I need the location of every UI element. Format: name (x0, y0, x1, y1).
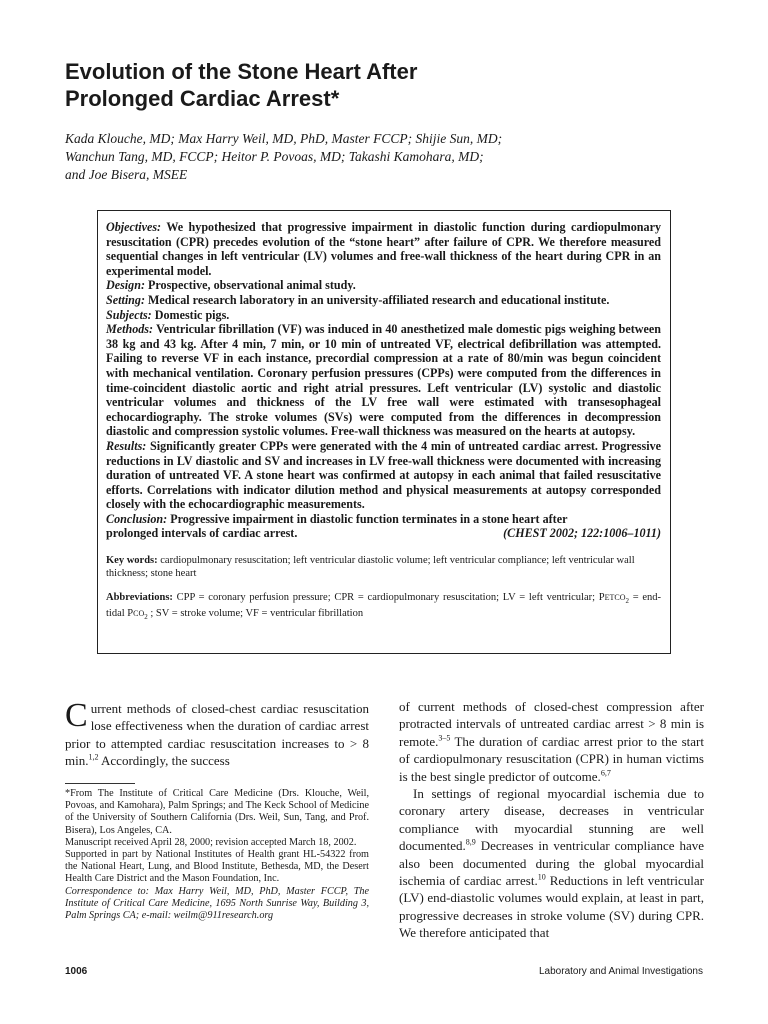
intro-text: urrent methods of closed-chest cardiac resuscitation lose effectiveness when the duration of cardiac arrest prior to attempted cardiac resuscitation increases to > 8 min. (65, 701, 369, 769)
methods-label: Methods: (106, 322, 154, 337)
abbreviations-label: Abbreviations: (106, 592, 173, 604)
footnotes (65, 788, 369, 922)
title-line-2: Prolonged Cardiac Arrest* (65, 86, 340, 111)
subjects-label: Subjects: (106, 307, 152, 322)
keywords-label: Key words: (106, 555, 158, 567)
conclusion-text: Progressive impairment in diastolic function terminates in a stone heart after (170, 511, 568, 526)
abstract-results (106, 439, 661, 512)
abbreviations-text-3: ; SV = stroke volume; VF = ventricular fibrillation (147, 607, 364, 619)
abstract-objectives (106, 220, 661, 278)
paragraph-1-text-2: The duration of cardiac arrest prior to the start of cardiopulmonary resuscitation (CPR) in human victims is the best single predictor of outcome. (399, 733, 704, 784)
abstract (106, 220, 661, 541)
footnote-support: Supported in part by National Institutes of Health grant HL-54322 from the National Heart, Lung, and Blood Institute, Bethesda, MD, the Desert Health Care District and the Mason Foundation, Inc. (65, 849, 369, 885)
abstract-methods (106, 322, 661, 439)
author-list (65, 130, 705, 184)
reference-superscript: 6,7 (600, 768, 611, 778)
paragraph-2 (399, 785, 704, 942)
paragraph-2-text-2: Decreases in ventricular compliance have also been documented during the global myocardial ischemia of cardiac arrest. (399, 838, 704, 889)
author-line-3: and Joe Bisera, MSEE (65, 167, 188, 182)
abstract-subjects (106, 308, 661, 323)
reference-superscript: 1,2 (88, 752, 99, 762)
paragraph-1-text: of current methods of closed-chest compression after protracted intervals of untreated cardiac arrest > 8 min is remote. (399, 699, 704, 749)
abstract-design (106, 278, 661, 293)
results-text: Significantly greater CPPs were generated with the 4 min of untreated cardiac arrest. Progressive reductions in LV diastolic and SV and increases in LV free-wall thickness were documented with increasing duration of untreated VF. A stone heart was confirmed at autopsy in each animal that failed resuscitative efforts. Correlations with indicator dilution method and physical measurements at autopsy corresponded closely with the echocardiographic measurements. (106, 438, 661, 512)
methods-text: Ventricular fibrillation (VF) was induced in 40 anesthetized male domestic pigs weighing between 38 kg and 43 kg. After 4 min, 7 min, or 10 min of untreated VF, electrical defibrillation was attempted. Failing to reverse VF in each instance, precordial compression at a rate of 80/min was begun coincident with mechanical ventilation. Coronary perfusion pressures (CPPs) were computed from the differences in time-coincident diastolic aortic and right atrial pressures. Left ventricular (LV) systolic and diastolic ventricular volumes and thickness of the LV free wall were estimated with transesophageal echocardiography. The stroke volumes (SVs) were computed from the differences in decompression diastolic and compression systolic volumes. Free-wall thickness was measured on the hearts at autopsy. (106, 322, 661, 439)
paragraph-2-text: In settings of regional myocardial ischemia due to coronary artery disease, decreases in ventricular compliance with myocardial stunning are well documented. (399, 786, 704, 854)
abbreviations-text: CPP = coronary perfusion pressure; CPR = cardiopulmonary resuscitation; LV = left ventricular; P (176, 592, 605, 604)
conclusion-label: Conclusion: (106, 511, 168, 526)
setting-label: Setting: (106, 292, 145, 307)
footnote-affiliation: *From The Institute of Critical Care Medicine (Drs. Klouche, Weil, Povoas, and Kamohara), Palm Springs; and The Keck School of Medicine of the University of Southern California (Drs. Weil, Sun, Tang, and Prof. Bisera), Los Angeles, CA. (65, 788, 369, 836)
author-line-1: Kada Klouche, MD; Max Harry Weil, MD, PhD, Master FCCP; Shijie Sun, MD; (65, 131, 503, 146)
paragraph-2-text-3: Reductions in left ventricular (LV) end-diastolic volumes would explain, at least in part, progressive decreases in stroke volume (SV) during CPR. We therefore anticipated that (399, 873, 704, 941)
body-left-column (65, 697, 369, 770)
subjects-text: Domestic pigs. (154, 307, 230, 322)
design-label: Design: (106, 278, 145, 293)
reference-superscript: 8,9 (465, 837, 476, 847)
page-number: 1006 (65, 966, 88, 977)
title-line-1: Evolution of the Stone Heart After (65, 59, 418, 84)
keywords (106, 555, 661, 580)
abbreviations-text-2: = end-tidal P (106, 592, 662, 619)
footnote-received: Manuscript received April 28, 2000; revision accepted March 18, 2002. (65, 836, 357, 848)
co-smallcaps: CO (133, 608, 145, 618)
abstract-conclusion (106, 512, 661, 527)
body-right-column (399, 698, 704, 942)
objectives-text: We hypothesized that progressive impairment in diastolic function during cardiopulmonary resuscitation (CPR) precedes evolution of the “stone heart” after failure of CPR. We therefore measured sequential changes in left ventricular (LV) volumes and free-wall thickness of the heart during CPR in an experimental model. (106, 220, 661, 278)
reference-superscript: 3–5 (438, 733, 451, 743)
citation: (CHEST 2002; 122:1006–1011) (503, 526, 661, 541)
footnote-correspondence: Correspondence to: Max Harry Weil, MD, PhD, Master FCCP, The Institute of Critical Care Medicine, 1695 North Sunrise Way, Building 3, Palm Springs CA; e-mail: weilm@911research.org (65, 885, 369, 922)
keywords-text: cardiopulmonary resuscitation; left ventricular diastolic volume; left ventricular compliance; left ventricular wall thickness; stone heart (106, 555, 635, 579)
reference-superscript: 10 (537, 872, 546, 882)
co-subscript: 2 (144, 612, 148, 621)
conclusion-last-line (106, 526, 661, 541)
conclusion-text-end: prolonged intervals of cardiac arrest. (106, 526, 298, 541)
drop-cap: C (65, 697, 88, 734)
results-label: Results: (106, 438, 147, 453)
footnote-divider (65, 783, 135, 784)
objectives-label: Objectives: (106, 220, 162, 234)
abbreviations (106, 592, 661, 623)
etco-smallcaps: ETCO (604, 593, 626, 603)
article-title (65, 58, 685, 112)
section-name: Laboratory and Animal Investigations (539, 966, 703, 977)
author-line-2: Wanchun Tang, MD, FCCP; Heitor P. Povoas, MD; Takashi Kamohara, MD; (65, 149, 484, 164)
setting-text: Medical research laboratory in an university-affiliated research and educational institute. (148, 292, 610, 307)
design-text: Prospective, observational animal study. (148, 278, 356, 293)
paragraph-1 (399, 698, 704, 785)
etco-subscript: 2 (625, 597, 629, 606)
intro-text-end: Accordingly, the success (98, 753, 230, 769)
abstract-box (97, 210, 671, 654)
abstract-setting (106, 293, 661, 308)
